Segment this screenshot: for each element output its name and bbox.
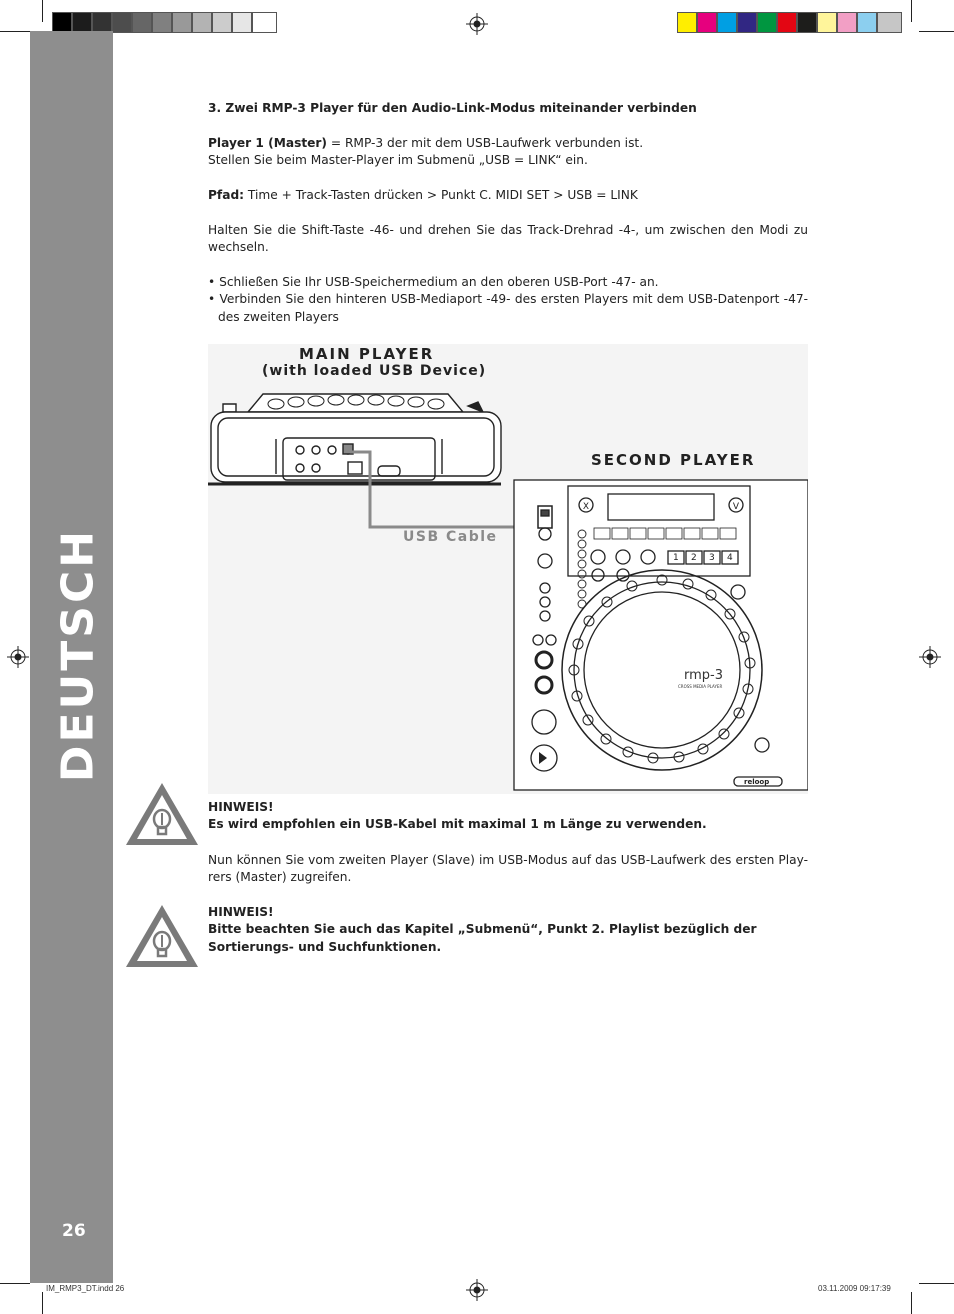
note-2: HINWEIS! Bitte beachten Sie auch das Kapitel „Submenü“, Punkt 2. Playlist bezüglich der Sortierungs- und Suchfunktionen.	[208, 905, 757, 954]
registration-mark-icon	[919, 646, 941, 668]
hotcue-button-3: 3	[709, 553, 715, 563]
svg-text:X: X	[582, 502, 590, 512]
registration-mark-icon	[466, 13, 488, 35]
section-heading: 3. Zwei RMP-3 Player für den Audio-Link-Modus miteinander verbinden	[208, 101, 697, 115]
connection-diagram	[208, 344, 808, 794]
main-player-title: MAIN PLAYER	[299, 345, 435, 363]
note-1: HINWEIS! Es wird empfohlen ein USB-Kabel mit maximal 1 m Länge zu verwenden.	[208, 800, 707, 832]
warning-icon	[124, 781, 200, 847]
second-player-top-icon	[514, 480, 808, 790]
players-drawing	[208, 344, 808, 794]
svg-text:V: V	[732, 502, 740, 512]
main-player-subtitle: (with loaded USB Device)	[262, 363, 487, 379]
warning-icon	[124, 903, 200, 969]
registration-mark-icon	[466, 1279, 488, 1301]
hotcue-button-1: 1	[673, 553, 679, 563]
footer-file-info: IM_RMP3_DT.indd 26	[46, 1284, 125, 1293]
hotcue-button-2: 2	[691, 553, 697, 563]
model-logo: rmp-3	[684, 668, 723, 683]
brand-logo: reloop	[744, 778, 770, 786]
registration-mark-icon	[7, 646, 29, 668]
second-player-title: SECOND PLAYER	[591, 451, 756, 469]
model-caption: CROSS MEDIA PLAYER	[678, 684, 723, 689]
list-item: • Verbinden Sie den hinteren USB-Mediaport -49- des ersten Players mit dem USB-Datenport -47- des zweiten Players	[208, 292, 808, 324]
main-player-rear-icon	[208, 394, 501, 484]
list-item: • Schließen Sie Ihr USB-Speichermedium an den oberen USB-Port -47- an.	[208, 275, 659, 289]
shift-paragraph: Halten Sie die Shift-Taste -46- und drehen Sie das Track-Drehrad -4-, um zwischen den Modi zu wechseln.	[208, 223, 808, 255]
player1-paragraph: Player 1 (Master) = RMP-3 der mit dem USB-Laufwerk verbunden ist. Stellen Sie beim Master-Player im Submenü „USB = LINK“ ein.	[208, 136, 644, 168]
page-number: 26	[62, 1221, 86, 1241]
footer-timestamp: 03.11.2009 09:17:39	[818, 1284, 891, 1293]
bullet-list	[208, 274, 808, 326]
slave-paragraph: Nun können Sie vom zweiten Player (Slave) im USB-Modus auf das USB-Laufwerk des ersten Play-rers (Master) zugreifen.	[208, 853, 808, 885]
hotcue-button-4: 4	[727, 553, 733, 563]
usb-cable-label: USB Cable	[403, 529, 498, 545]
language-label: DEUTSCH	[52, 527, 104, 783]
path-paragraph: Pfad: Time + Track-Tasten drücken > Punkt C. MIDI SET > USB = LINK	[208, 188, 638, 202]
